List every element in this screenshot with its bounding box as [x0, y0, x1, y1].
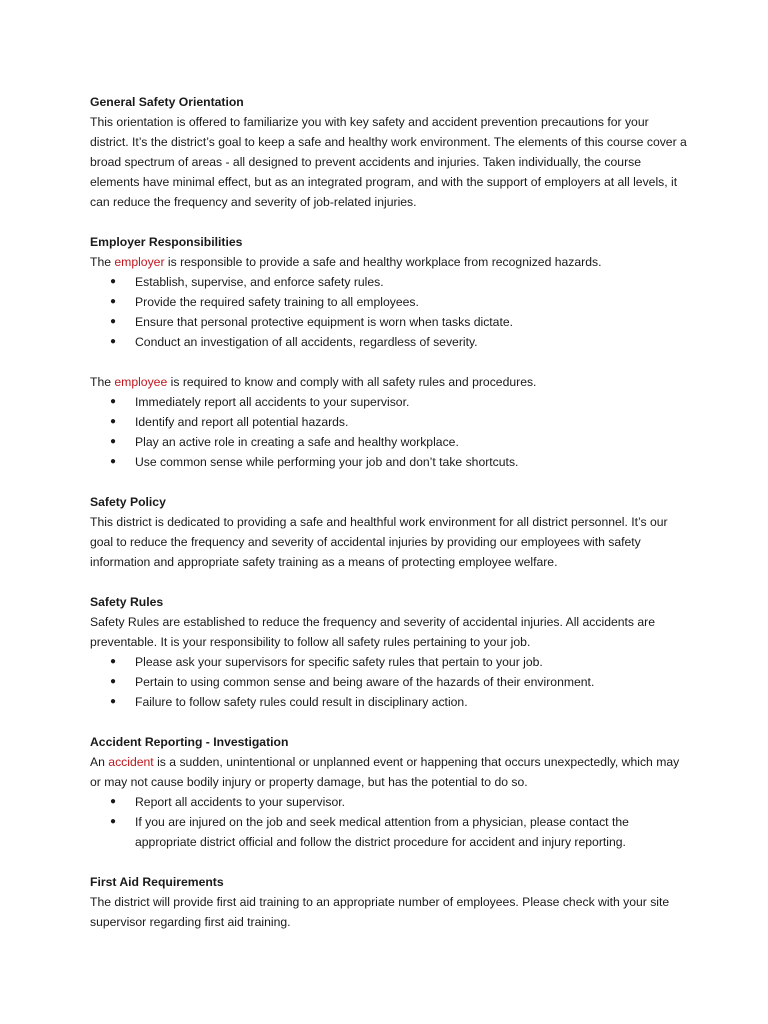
section-heading: First Aid Requirements	[90, 875, 224, 889]
list-item-text: Conduct an investigation of all accidents, regardless of severity.	[135, 335, 478, 349]
bullet-icon: ●	[110, 416, 117, 427]
list-item	[90, 412, 690, 432]
section-heading: Safety Rules	[90, 595, 164, 609]
list-item-text: Immediately report all accidents to your supervisor.	[135, 395, 410, 409]
section-first-aid	[90, 872, 690, 932]
list-item	[90, 272, 690, 292]
section-lead	[90, 752, 690, 792]
bullet-icon: ●	[110, 396, 117, 407]
list-item	[90, 332, 690, 352]
bullet-icon: ●	[110, 676, 117, 687]
spacer	[90, 712, 690, 732]
section-heading: Employer Responsibilities	[90, 235, 243, 249]
spacer	[90, 212, 690, 232]
list-item-text: Use common sense while performing your job and don’t take shortcuts.	[135, 455, 519, 469]
list-item	[90, 652, 690, 672]
list-item	[90, 292, 690, 312]
bullet-list	[90, 272, 690, 352]
document-body	[90, 92, 690, 932]
highlight-term: accident	[108, 755, 154, 769]
section-heading: Accident Reporting - Investigation	[90, 735, 289, 749]
spacer	[90, 472, 690, 492]
bullet-list	[90, 792, 690, 852]
section-lead	[90, 372, 690, 392]
list-item-text: Failure to follow safety rules could result in disciplinary action.	[135, 695, 468, 709]
list-item-text: Ensure that personal protective equipment is worn when tasks dictate.	[135, 315, 514, 329]
bullet-icon: ●	[110, 696, 117, 707]
list-item	[90, 452, 690, 472]
spacer	[90, 852, 690, 872]
bullet-icon: ●	[110, 316, 117, 327]
highlight-term: employer	[114, 255, 165, 269]
bullet-icon: ●	[110, 796, 117, 807]
list-item	[90, 312, 690, 332]
bullet-icon: ●	[110, 296, 117, 307]
section-accident-reporting	[90, 732, 690, 852]
list-item-text: Report all accidents to your supervisor.	[135, 795, 345, 809]
list-item-text: Establish, supervise, and enforce safety rules.	[135, 275, 384, 289]
section-heading: General Safety Orientation	[90, 95, 244, 109]
lead-suffix: is required to know and comply with all safety rules and procedures.	[167, 375, 537, 389]
spacer	[90, 572, 690, 592]
list-item-text: If you are injured on the job and seek medical attention from a physician, please contact the appropriate district official and follow the district procedure for accident and injury reporting.	[135, 815, 629, 849]
list-item	[90, 812, 690, 852]
list-item-text: Play an active role in creating a safe and healthy workplace.	[135, 435, 459, 449]
bullet-list	[90, 652, 690, 712]
section-orientation	[90, 92, 690, 212]
spacer	[90, 352, 690, 372]
bullet-icon: ●	[110, 456, 117, 467]
section-employer	[90, 232, 690, 352]
bullet-icon: ●	[110, 656, 117, 667]
lead-prefix: The	[90, 375, 115, 389]
highlight-term: employee	[114, 375, 168, 389]
list-item-text: Provide the required safety training to all employees.	[135, 295, 419, 309]
bullet-icon: ●	[110, 436, 117, 447]
section-paragraph: This orientation is offered to familiarize you with key safety and accident prevention precautions for your district. It’s the district’s goal to keep a safe and healthy work environment. The elements of this course cover a broad spectrum of areas - all designed to prevent accidents and injuries. Taken individually, the course elements have minimal effect, but as an integrated program, and with the support of employers at all levels, it can reduce the frequency and severity of job-related injuries.	[90, 115, 687, 209]
section-safety-rules	[90, 592, 690, 712]
list-item	[90, 432, 690, 452]
section-paragraph: Safety Rules are established to reduce the frequency and severity of accidental injuries. All accidents are preventable. It is your responsibility to follow all safety rules pertaining to your job.	[90, 615, 656, 649]
lead-prefix: An	[90, 755, 109, 769]
lead-suffix: is responsible to provide a safe and healthy workplace from recognized hazards.	[164, 255, 602, 269]
bullet-icon: ●	[110, 276, 117, 287]
list-item	[90, 692, 690, 712]
lead-suffix: is a sudden, unintentional or unplanned event or happening that occurs unexpectedly, which may or may not cause bodily injury or property damage, but has the potential to do so.	[90, 755, 680, 789]
section-safety-policy	[90, 492, 690, 572]
lead-prefix: The	[90, 255, 115, 269]
list-item	[90, 672, 690, 692]
section-employee	[90, 372, 690, 472]
section-heading: Safety Policy	[90, 495, 166, 509]
bullet-icon: ●	[110, 336, 117, 347]
bullet-list	[90, 392, 690, 472]
section-lead	[90, 252, 690, 272]
list-item	[90, 792, 690, 812]
section-paragraph: This district is dedicated to providing a safe and healthful work environment for all district personnel. It’s our goal to reduce the frequency and severity of accidental injuries by providing our employees with safety information and appropriate safety training as a means of protecting employee welfare.	[90, 515, 668, 569]
list-item-text: Identify and report all potential hazards.	[135, 415, 349, 429]
bullet-icon: ●	[110, 816, 117, 827]
list-item-text: Please ask your supervisors for specific safety rules that pertain to your job.	[135, 655, 543, 669]
section-paragraph: The district will provide first aid training to an appropriate number of employees. Please check with your site supervisor regarding first aid training.	[90, 895, 670, 929]
list-item-text: Pertain to using common sense and being aware of the hazards of their environment.	[135, 675, 595, 689]
list-item	[90, 392, 690, 412]
